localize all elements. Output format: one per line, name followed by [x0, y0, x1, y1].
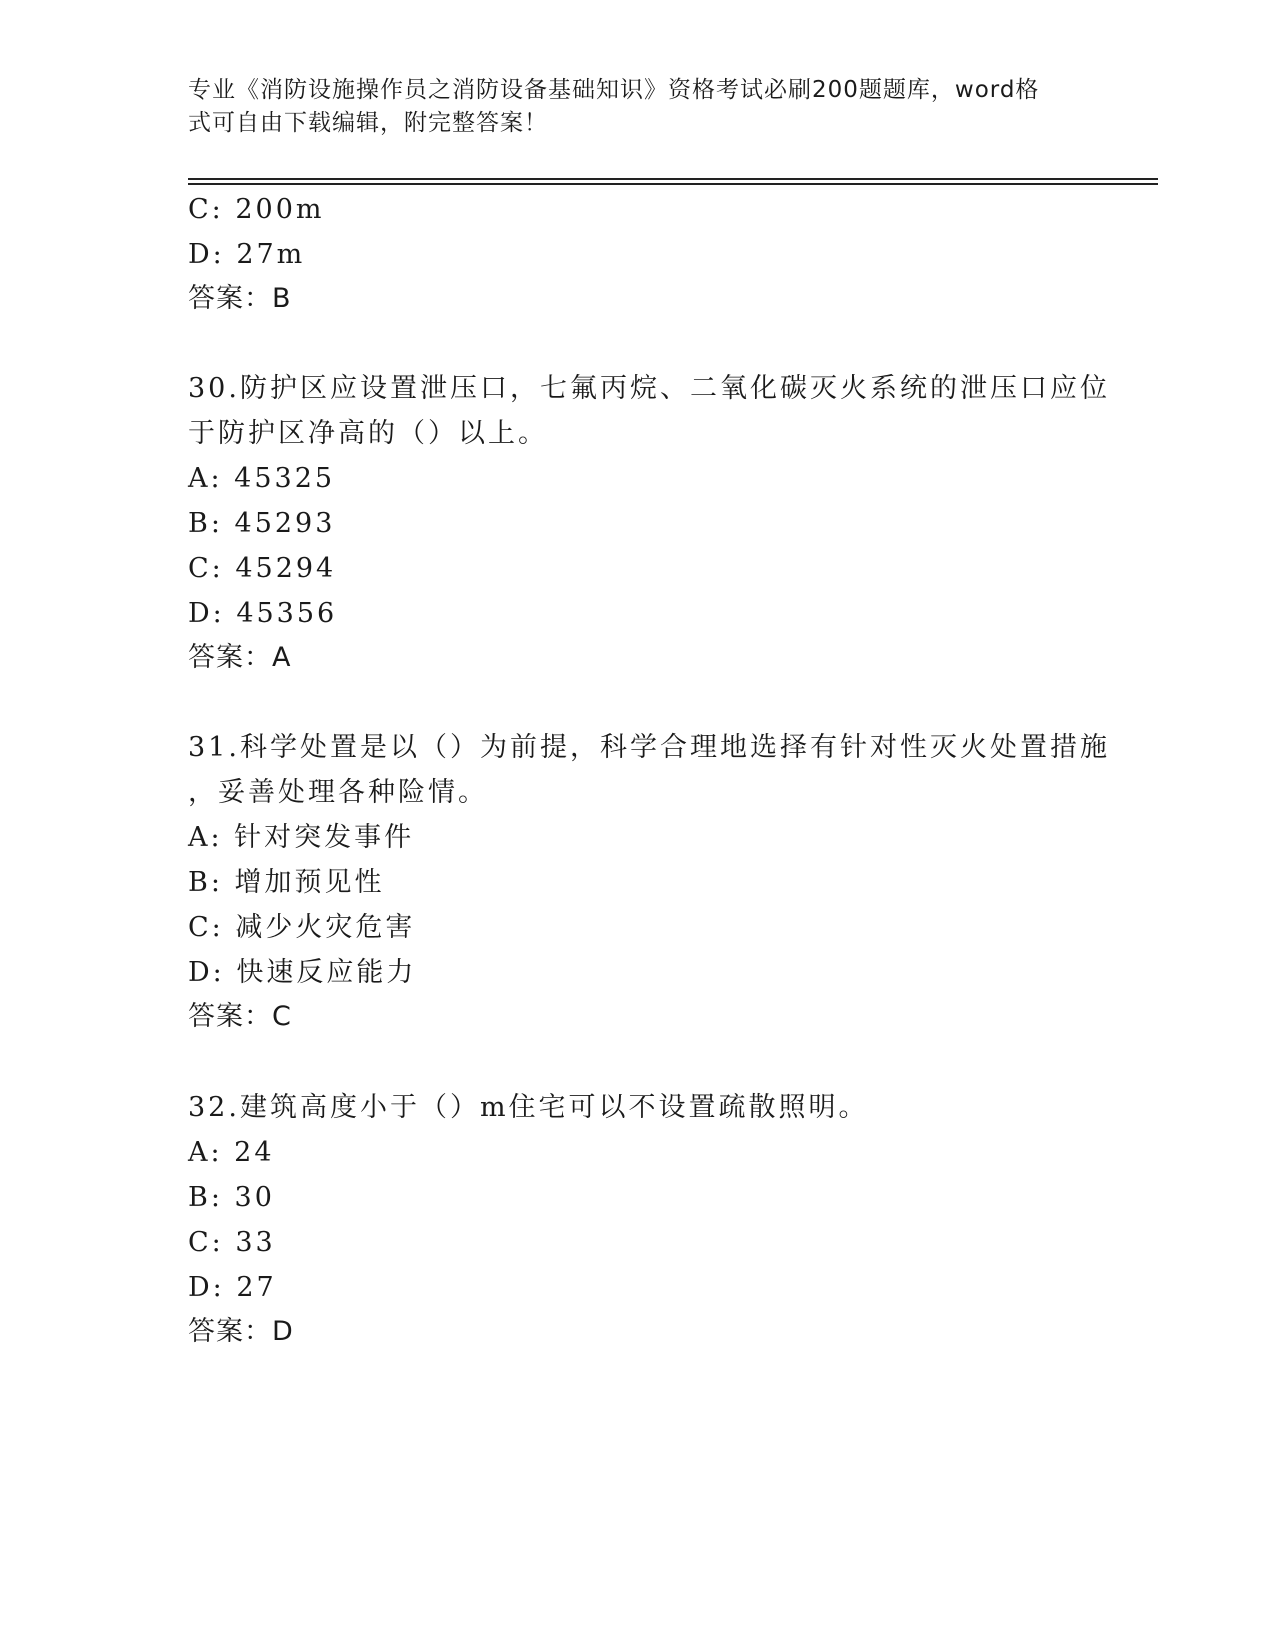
question-32-option-a: A: 24 — [188, 1137, 275, 1168]
question-31-option-a: A: 针对突发事件 — [188, 822, 415, 853]
question-31-text-line-1: 31.科学处置是以（）为前提，科学合理地选择有针对性灭火处置措施 — [188, 732, 1110, 763]
question-30-option-a: A: 45325 — [188, 463, 336, 494]
header-line-2: 式可自由下载编辑，附完整答案！ — [188, 110, 548, 136]
question-30-answer: 答案：A — [188, 642, 292, 673]
page-header — [188, 74, 1068, 140]
option-c: C: 200m — [188, 194, 325, 225]
question-32-answer: 答案：D — [188, 1316, 294, 1347]
question-31-option-c: C: 减少火灾危害 — [188, 912, 416, 943]
header-line-1: 专业《消防设施操作员之消防设备基础知识》资格考试必刷200题题库，word格 — [188, 77, 1040, 103]
question-31-option-d: D: 快速反应能力 — [188, 957, 417, 988]
question-30-text-line-1: 30.防护区应设置泄压口，七氟丙烷、二氧化碳灭火系统的泄压口应位 — [188, 373, 1110, 404]
answer-label: 答案：B — [188, 283, 292, 314]
question-31-text-line-2: ，妥善处理各种险情。 — [188, 777, 488, 808]
question-32-option-c: C: 33 — [188, 1227, 276, 1258]
option-d: D: 27m — [188, 239, 306, 270]
question-30-option-c: C: 45294 — [188, 553, 337, 584]
question-32-option-b: B: 30 — [188, 1182, 275, 1213]
question-31-option-b: B: 增加预见性 — [188, 867, 385, 898]
question-30-text-line-2: 于防护区净高的（）以上。 — [188, 418, 548, 449]
question-30-option-d: D: 45356 — [188, 598, 338, 629]
question-30-option-b: B: 45293 — [188, 508, 336, 539]
header-divider-top — [188, 178, 1158, 180]
question-32-text: 32.建筑高度小于（）m住宅可以不设置疏散照明。 — [188, 1092, 869, 1123]
question-32-option-d: D: 27 — [188, 1272, 277, 1303]
question-31-answer: 答案：C — [188, 1001, 292, 1032]
header-divider-bottom — [188, 183, 1158, 185]
